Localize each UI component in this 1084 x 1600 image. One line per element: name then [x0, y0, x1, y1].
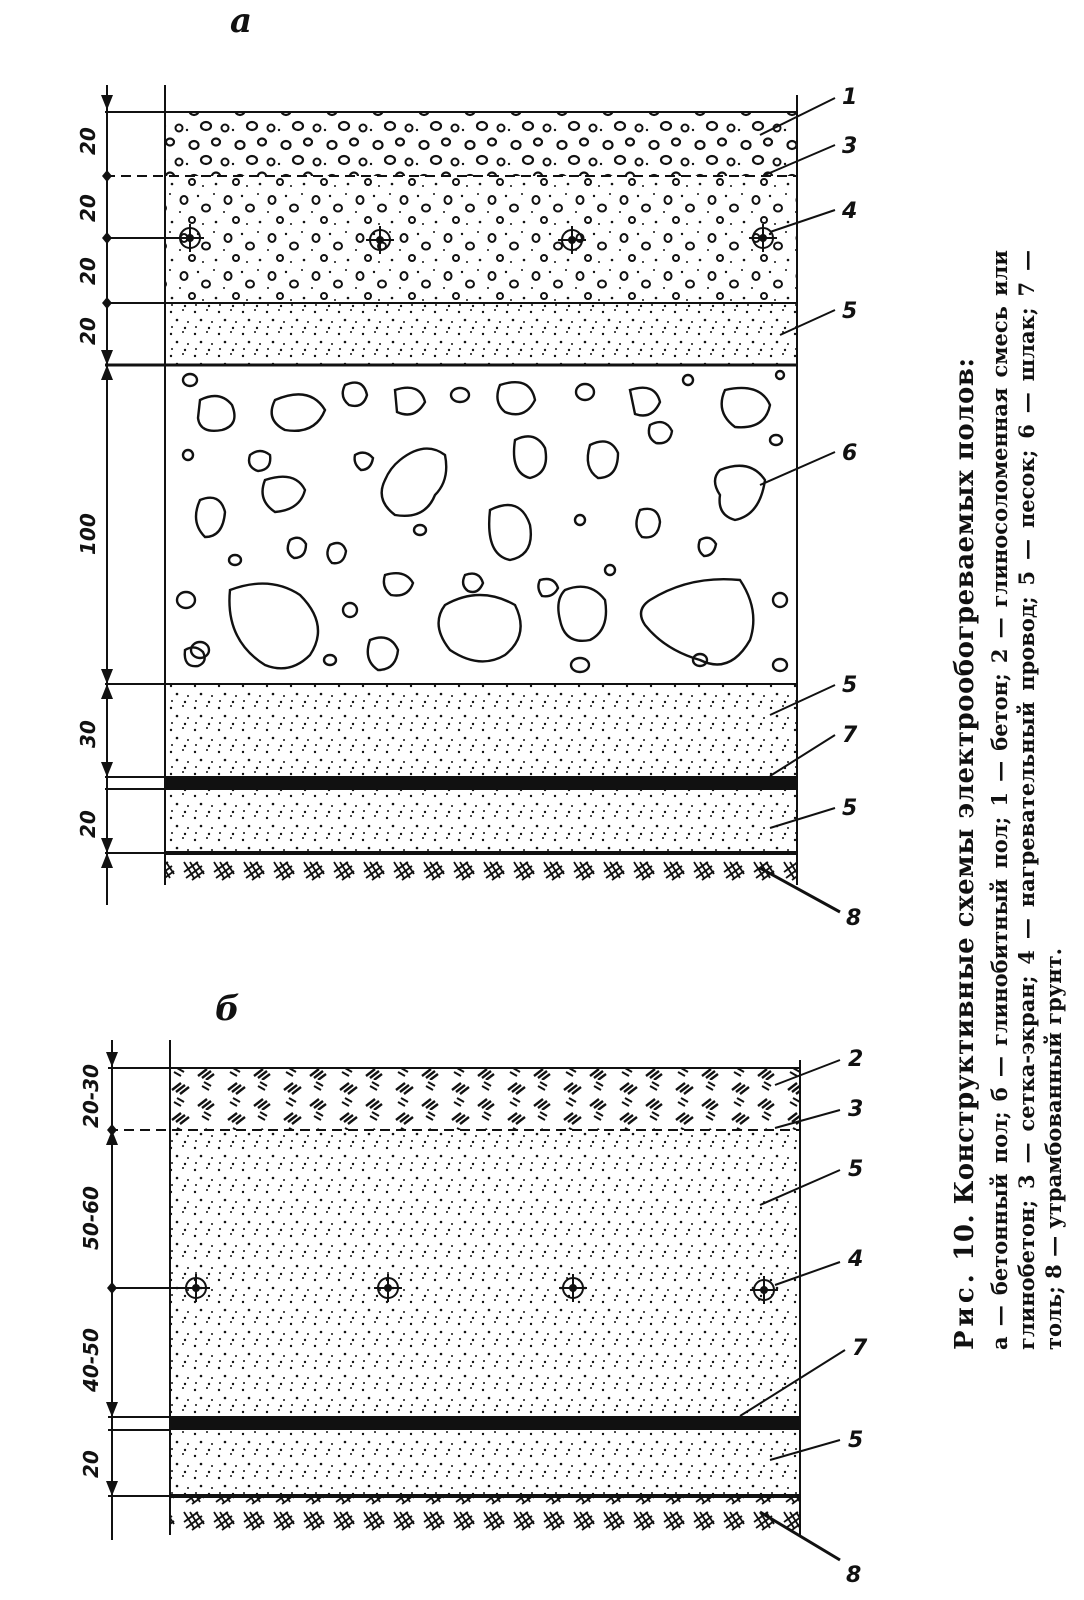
- callout-a-5-bottom: 5: [842, 796, 858, 821]
- callout-a-3: 3: [842, 134, 858, 159]
- callout-a-7: 7: [842, 723, 858, 748]
- figure-a-layers: [101, 85, 840, 912]
- callout-b-7: 7: [852, 1336, 868, 1361]
- figure-a-dimensions: [76, 127, 100, 838]
- roofing-felt-b: [170, 1416, 800, 1430]
- figure-a-label: а: [230, 1, 253, 41]
- dim-b-3: 40-50: [79, 1328, 103, 1392]
- dim-b-2: 50-60: [79, 1186, 103, 1250]
- callout-a-5-mid: 5: [842, 673, 858, 698]
- dim-b-4: 20: [79, 1450, 103, 1478]
- callout-a-1: 1: [842, 85, 858, 110]
- figure-b-callouts: [846, 1047, 868, 1588]
- callout-a-5-top: 5: [842, 299, 858, 324]
- dim-a-4: 20: [76, 317, 100, 345]
- callout-b-8: 8: [846, 1563, 862, 1588]
- dim-a-2: 20: [76, 194, 100, 222]
- callout-b-3: 3: [848, 1097, 864, 1122]
- callout-b-4: 4: [848, 1247, 864, 1272]
- callout-b-5-top: 5: [848, 1157, 864, 1182]
- dim-a-3: 20: [76, 257, 100, 285]
- figure-b-dimensions: [79, 1064, 103, 1478]
- callout-a-8: 8: [846, 906, 862, 931]
- figure-b-layers: [106, 1040, 845, 1560]
- callout-b-5-bottom: 5: [848, 1428, 864, 1453]
- callout-b-2: 2: [848, 1047, 864, 1072]
- dim-a-5: 100: [76, 513, 100, 555]
- caption-title: 10. Конструктивные схемы электрообогреваемых полов:: [950, 357, 980, 1261]
- dim-a-1: 20: [76, 127, 100, 155]
- caption-title-line: [950, 250, 980, 1350]
- figure-caption: [950, 250, 1067, 1350]
- figure-b-label: б: [215, 989, 240, 1029]
- dim-b-1: 20-30: [79, 1064, 103, 1128]
- callout-a-4: 4: [842, 199, 858, 224]
- caption-text: а — бетонный пол; б — глинобитный пол; 1 — бетон; 2 — глиносоломенная смесь или глинобетон; 3 — сетка-экран; 4 — нагревательный провод; 5 — песок; 6 — шлак; 7 — толь; 8 — утрамбованный грунт.: [987, 250, 1066, 1350]
- roofing-felt-a: [165, 776, 797, 790]
- dim-a-7: 20: [76, 810, 100, 838]
- figure-a-callouts: [841, 85, 861, 931]
- caption-lead: Рис.: [950, 1270, 980, 1350]
- callout-a-6: 6: [842, 441, 858, 466]
- dim-a-6: 30: [76, 720, 100, 748]
- slag-layer: [177, 371, 787, 672]
